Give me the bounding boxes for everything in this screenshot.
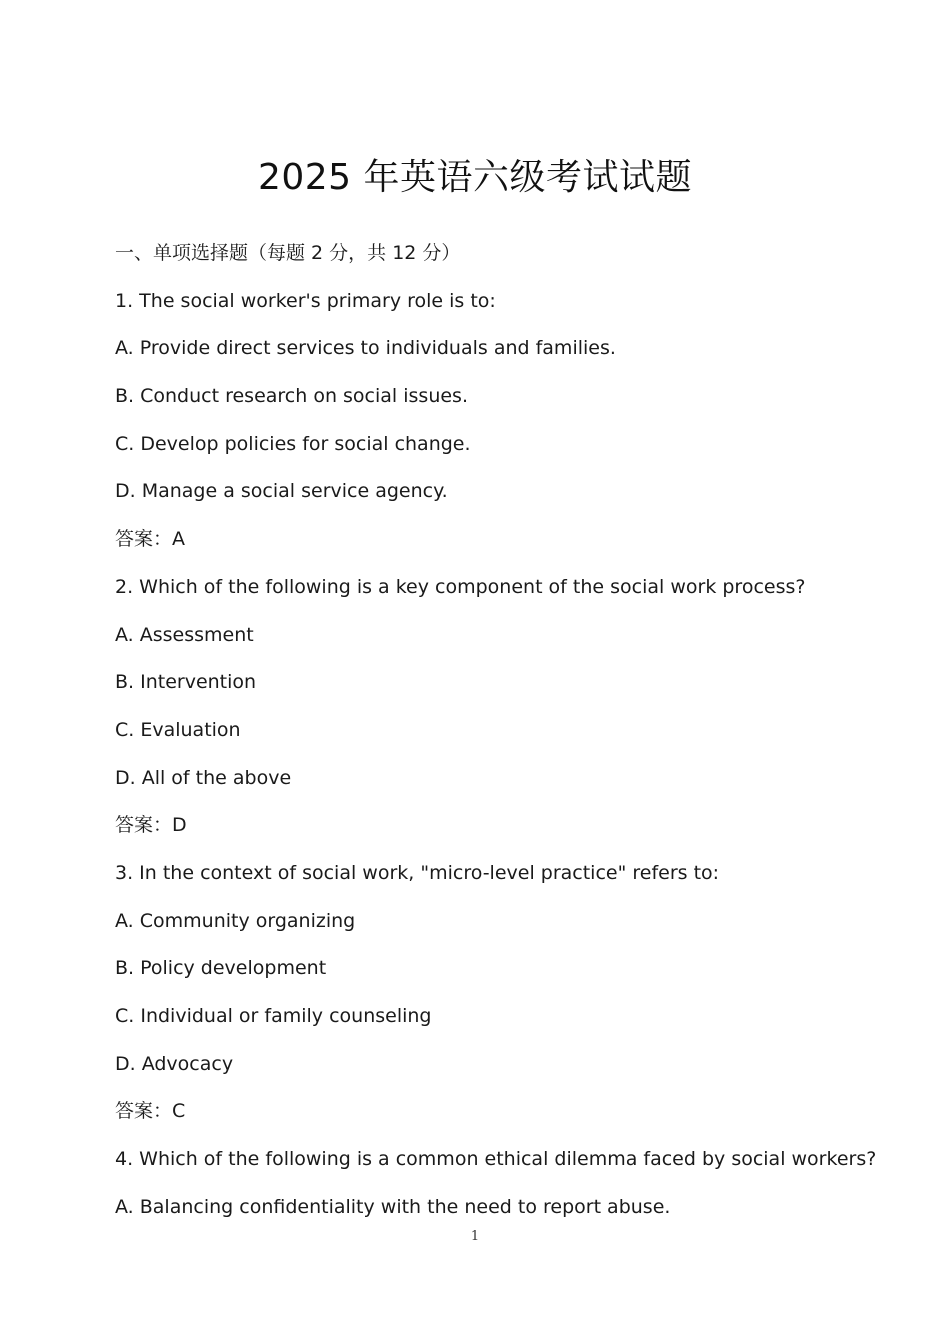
- option-d: D. Manage a social service agency.: [115, 480, 448, 503]
- option-a: A. Balancing confidentiality with the need to report abuse.: [115, 1195, 671, 1218]
- option-c: C. Individual or family counseling: [115, 1005, 432, 1027]
- option-c: C. Evaluation: [115, 718, 241, 741]
- option-b: B. Intervention: [115, 671, 257, 694]
- page-number: 1: [470, 1229, 480, 1244]
- option-c: C. Develop policies for social change.: [115, 432, 471, 455]
- question-4: [115, 1141, 877, 1236]
- question-1: [115, 283, 855, 569]
- option-d: D. All of the above: [115, 766, 292, 789]
- document-content: [115, 235, 877, 1236]
- option-b: B. Conduct research on social issues.: [115, 385, 468, 408]
- question-stem: 3. In the context of social work, "micro-level practice" refers to:: [115, 861, 720, 884]
- answer: 答案：C: [115, 1100, 186, 1123]
- question-2: [115, 569, 855, 855]
- question-stem: 1. The social worker's primary role is to:: [115, 289, 496, 312]
- question-stem: 2. Which of the following is a key component of the social work process?: [115, 575, 806, 598]
- section-heading: 一、单项选择题（每题 2 分，共 12 分）: [115, 242, 461, 264]
- question-3: [115, 855, 855, 1141]
- question-stem: 4. Which of the following is a common ethical dilemma faced by social workers?: [115, 1148, 877, 1171]
- document-title: 2025 年英语六级考试试题: [257, 157, 693, 198]
- option-d: D. Advocacy: [115, 1052, 234, 1075]
- answer: 答案：D: [115, 814, 187, 837]
- answer: 答案：A: [115, 528, 185, 551]
- option-a: A. Community organizing: [115, 909, 356, 932]
- option-a: A. Assessment: [115, 623, 254, 646]
- option-a: A. Provide direct services to individuals and families.: [115, 337, 616, 360]
- option-b: B. Policy development: [115, 957, 327, 980]
